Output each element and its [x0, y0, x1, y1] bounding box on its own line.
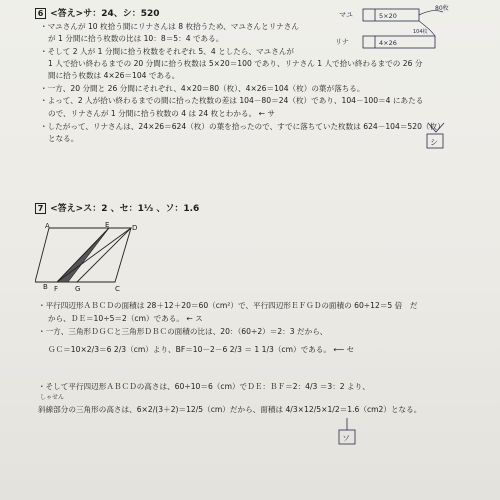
q6-line-4: 1 人で拾い終わるまでの 20 分間に拾う枚数は 5×20＝100 であり、リナさん 1 人で拾い終わるまでの 26 分	[48, 59, 423, 68]
q7-line-4: ＧＣ＝10×2/3＝6 2/3（cm）より、BF＝10－2－6 2/3 ＝ 1 1/3（cm）である。 ⟵ セ	[48, 345, 355, 354]
q7-number-box: 7	[35, 203, 46, 214]
q7-so-mark	[333, 418, 361, 454]
q6-line-7: ・よって、2 人が拾い終わるまでの間に拾った枚数の差は 104－80＝24（枚）であり、104－100＝4 にあたる	[40, 96, 424, 105]
label-G: G	[75, 285, 81, 292]
q7-header	[35, 203, 199, 214]
q7-line-1: ・平行四辺形ＡＢＣＤの面積は 28＋12＋20＝60（cm²）で、平行四辺形ＥＦＧＤの面積の 60÷12＝5 倍 だ	[38, 301, 418, 310]
q6-line-2: が 1 分間に拾う枚数の比は 10：8＝5：4 である。	[48, 34, 224, 43]
q6-line-3: ・そして 2 人が 1 分間に拾う枚数をそれぞれ 5、4 としたら、マユさんが	[40, 47, 295, 56]
diagram-mayu-expr: 5×20	[379, 12, 397, 20]
q7-line-3: ・一方、三角形ＤＧＣと三角形ＤＢＣの面積の比は、20：（60÷2）＝2：3 だから、	[38, 327, 328, 336]
label-E: E	[105, 221, 110, 229]
q7-ruby: しゃせん	[40, 394, 65, 401]
q6-line-10: となる。	[48, 134, 79, 143]
q7-answer: <答え>ス：2 、セ：1⅓ 、ソ：1.6	[50, 204, 200, 214]
q7-line-6: 斜線部分の三角形の高さは、6×2/(3＋2)＝12/5（cm）だから、面積は 4/3×12/5×1/2＝1.6（cm2）となる。	[38, 405, 422, 414]
q6-handwritten-diagram	[335, 0, 465, 55]
q6-line-9: ・したがって、リナさんは、24×26＝624（枚）の葉を拾ったので、すでに落ちていた枚数は 624－104＝520（枚）	[40, 122, 445, 131]
label-B: B	[43, 283, 48, 291]
q6-line-1: ・マユさんが 10 枚拾う間にリナさんは 8 枚拾うため、マユさんとリナさん	[40, 22, 299, 31]
q6-line-5: 間に拾う枚数は 4×26＝104 である。	[48, 71, 180, 80]
q7-line-2: から、ＤＥ＝10÷5＝2（cm）である。 ← ス	[48, 314, 203, 323]
so-label: ソ	[342, 434, 350, 443]
label-A: A	[45, 222, 50, 230]
label-D: D	[132, 224, 138, 232]
diagram-note: 80枚	[435, 5, 449, 12]
q7-line-5: ・そして平行四辺形ＡＢＣＤの高さは、60÷10＝6（cm）でＤＥ：ＢＦ＝2：4/3 ＝3：2 より、	[38, 382, 370, 391]
diagram-note2: 104枚	[413, 29, 428, 35]
q7-parallelogram-figure	[35, 220, 145, 292]
q6-answer: <答え>サ：24、シ：520	[50, 9, 160, 19]
diagram-mayu-label: マユ	[339, 11, 353, 19]
diagram-rina-expr: 4×26	[379, 39, 397, 47]
shi-label: シ	[430, 138, 438, 147]
q6-line-8: ので、リナさんが 1 分間に拾う枚数の 4 は 24 枚とわかる。 ← サ	[48, 109, 275, 118]
q6-shi-mark	[422, 120, 450, 160]
q6-header	[35, 8, 160, 19]
q6-line-6: ・一方、20 分間と 26 分間にそれぞれ、4×20＝80（枚）、4×26＝104（枚）の葉が落ちる。	[40, 84, 365, 93]
diagram-rina-label: リナ	[335, 38, 349, 46]
label-F: F	[54, 285, 59, 292]
label-C: C	[115, 285, 120, 292]
q6-number-box: 6	[35, 8, 46, 19]
